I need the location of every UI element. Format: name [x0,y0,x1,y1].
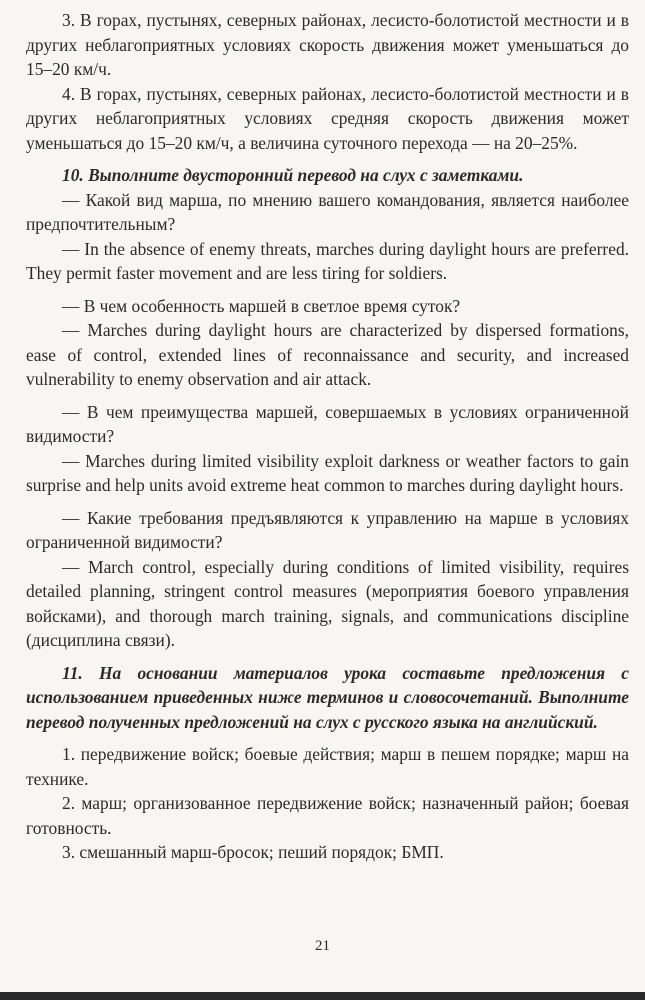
dialogue-answer-2: — Marches during daylight hours are characterized by dispersed formations, ease of control, extended lines of reconnaissance and security, and increased vulnerability to enemy observation and air attack. [26,320,629,389]
dialogue-question-3: — В чем преимущества маршей, совершаемых в условиях ограниченной видимости? [26,401,629,446]
dialogue-answer-4: — March control, especially during conditions of limited visibility, requires detailed planning, stringent control measures (мероприятия боевого управления войсками), and thorough march training, signals, and communications discipline (дисциплина связи). [26,556,629,650]
spacer [26,286,629,294]
page-number: 21 [315,938,330,954]
term-list-item-3: 3. смешанный марш-бросок; пеший порядок; БМП. [62,842,444,862]
task-11-heading: 11. На основании материалов урока составьте предложения с использованием приведенных ниже терминов и словосочетаний. Выполните перевод полученных предложений на слух с русского языка на английский. [26,662,629,732]
term-list-item-1: 1. передвижение войск; боевые действия; марш в пешем порядке; марш на технике. [26,744,629,789]
dialogue-question-4: — Какие требования предъявляются к управлению на марше в условиях ограниченной видимости? [26,507,629,552]
paragraph-point-3: 3. В горах, пустынях, северных районах, лесисто-болотистой местности и в других неблагоприятных условиях скорость движения может уменьшаться до 15–20 км/ч. [26,10,629,79]
spacer [26,155,629,163]
dialogue-answer-1: — In the absence of enemy threats, marches during daylight hours are preferred. They permit faster movement and are less tiring for soldiers. [26,238,629,283]
dialogue-question-2: — В чем особенность маршей в светлое время суток? [62,295,461,316]
spacer [26,498,629,506]
spacer [26,653,629,661]
dialogue-question-1: — Какой вид марша, по мнению вашего командования, является наиболее предпочтительным? [26,189,629,234]
scan-bottom-edge [0,992,645,1000]
page-body [26,8,629,865]
dialogue-answer-3: — Marches during limited visibility exploit darkness or weather factors to gain surprise and help units avoid extreme heat common to marches during daylight hours. [26,450,629,495]
term-list-item-2: 2. марш; организованное передвижение войск; назначенный район; боевая готовность. [26,793,629,838]
paragraph-point-4: 4. В горах, пустынях, северных районах, лесисто-болотистой местности и в других неблагоприятных условиях средняя скорость движения может уменьшаться до 15–20 км/ч, а величина суточного перехода — на 20–25%. [26,83,629,153]
spacer [26,392,629,400]
spacer [26,734,629,742]
task-10-heading: 10. Выполните двусторонний перевод на слух с заметками. [62,165,524,185]
